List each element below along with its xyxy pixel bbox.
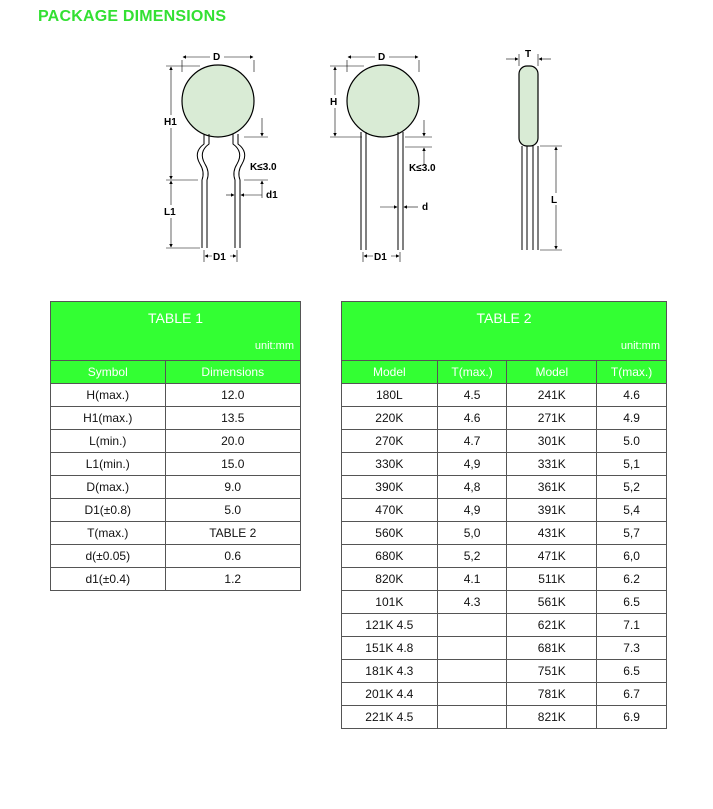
table1-header-dimensions: Dimensions [165, 361, 300, 384]
table-row [51, 499, 301, 522]
table1-cell: 12.0 [165, 384, 300, 407]
table1-cell: 15.0 [165, 453, 300, 476]
table2-cell: 301K [507, 430, 597, 453]
table2-cell: 781K [507, 683, 597, 706]
dim-label-d-2: D [378, 52, 386, 63]
table1-cell: TABLE 2 [165, 522, 300, 545]
table2-cell: 6.5 [597, 591, 667, 614]
table2-cell [437, 706, 507, 729]
table2-cell: 5,4 [597, 499, 667, 522]
table2 [341, 301, 667, 729]
table-row [342, 591, 667, 614]
table2-cell: 5,0 [437, 522, 507, 545]
table2-cell: 330K [342, 453, 438, 476]
drawing-straight-lead [329, 50, 436, 263]
table-row [342, 499, 667, 522]
dim-label-d1-lead: d1 [266, 190, 278, 201]
table1-cell: d(±0.05) [51, 545, 166, 568]
table2-cell: 5,1 [597, 453, 667, 476]
table-row [342, 637, 667, 660]
table-row [342, 706, 667, 729]
table2-cell: 561K [507, 591, 597, 614]
table2-cell: 241K [507, 384, 597, 407]
table1-cell: L(min.) [51, 430, 166, 453]
table2-cell: 181K 4.3 [342, 660, 438, 683]
table2-cell: 511K [507, 568, 597, 591]
table1-unit: unit:mm [254, 340, 294, 352]
table1-header-symbol: Symbol [51, 361, 166, 384]
table2-cell: 4.6 [597, 384, 667, 407]
table2-header-tmax: T(max.) [437, 361, 507, 384]
table2-cell: 6.7 [597, 683, 667, 706]
table2-cell: 431K [507, 522, 597, 545]
table2-body [342, 384, 667, 729]
table-row [342, 430, 667, 453]
table2-cell: 4.3 [437, 591, 507, 614]
table1-cell: L1(min.) [51, 453, 166, 476]
table1-cell: d1(±0.4) [51, 568, 166, 591]
dim-label-k-2: K≤3.0 [409, 163, 436, 174]
table2-cell: 101K [342, 591, 438, 614]
table1-title-cell [51, 302, 301, 361]
table-row [51, 522, 301, 545]
table-row [342, 453, 667, 476]
table2-cell: 820K [342, 568, 438, 591]
table-row [342, 407, 667, 430]
table2-cell: 271K [507, 407, 597, 430]
table-row [51, 407, 301, 430]
table2-cell: 681K [507, 637, 597, 660]
table2-header-tmax-2: T(max.) [597, 361, 667, 384]
table2-cell: 361K [507, 476, 597, 499]
table2-title-cell [342, 302, 667, 361]
table-row [342, 568, 667, 591]
table-row [342, 384, 667, 407]
table2-cell: 5,2 [437, 545, 507, 568]
table2-cell: 6.5 [597, 660, 667, 683]
table2-cell: 4.1 [437, 568, 507, 591]
table2-cell: 7.1 [597, 614, 667, 637]
table2-cell: 201K 4.4 [342, 683, 438, 706]
table2-cell [437, 660, 507, 683]
table2-cell: 121K 4.5 [342, 614, 438, 637]
table-row [342, 545, 667, 568]
table-row [51, 568, 301, 591]
table2-cell: 220K [342, 407, 438, 430]
table2-cell: 270K [342, 430, 438, 453]
table-row [51, 453, 301, 476]
table2-unit: unit:mm [620, 340, 660, 352]
dim-label-d1-spacing-2: D1 [374, 252, 387, 263]
drawing-kinked-lead [163, 50, 278, 263]
dim-label-d-lead: d [422, 202, 429, 213]
table1-cell: D(max.) [51, 476, 166, 499]
table2-cell: 4.7 [437, 430, 507, 453]
table1-cell: H1(max.) [51, 407, 166, 430]
table-row [342, 522, 667, 545]
table1-cell: 1.2 [165, 568, 300, 591]
table2-cell [437, 614, 507, 637]
table2-cell: 821K [507, 706, 597, 729]
table2-cell: 7.3 [597, 637, 667, 660]
dim-label-t: T [525, 49, 532, 60]
table2-cell: 390K [342, 476, 438, 499]
table2-cell: 4,9 [437, 499, 507, 522]
table2-title: TABLE 2 [476, 310, 532, 326]
table2-cell: 680K [342, 545, 438, 568]
table-row [51, 384, 301, 407]
table2-cell: 4.5 [437, 384, 507, 407]
table2-cell: 151K 4.8 [342, 637, 438, 660]
table2-cell: 4.9 [597, 407, 667, 430]
table2-cell: 5,2 [597, 476, 667, 499]
table2-cell: 391K [507, 499, 597, 522]
dim-label-h: H [330, 97, 338, 108]
drawing-side-view [506, 49, 562, 250]
table2-cell: 6,0 [597, 545, 667, 568]
dim-label-d1-spacing-1: D1 [213, 252, 226, 263]
table1-cell: T(max.) [51, 522, 166, 545]
dim-label-k-1: K≤3.0 [250, 162, 277, 173]
table2-cell: 4,9 [437, 453, 507, 476]
table2-cell: 751K [507, 660, 597, 683]
table-row [342, 660, 667, 683]
table1-cell: 20.0 [165, 430, 300, 453]
table2-cell: 331K [507, 453, 597, 476]
table2-cell: 6.9 [597, 706, 667, 729]
dim-label-d: D [213, 52, 221, 63]
table1-cell: 9.0 [165, 476, 300, 499]
table2-header-model-2: Model [507, 361, 597, 384]
page-title: PACKAGE DIMENSIONS [38, 8, 227, 25]
table1-cell: D1(±0.8) [51, 499, 166, 522]
table-row [51, 476, 301, 499]
table2-cell: 5.0 [597, 430, 667, 453]
dim-label-l: L [551, 195, 558, 206]
table2-cell: 471K [507, 545, 597, 568]
table2-cell: 470K [342, 499, 438, 522]
table2-cell [437, 683, 507, 706]
package-drawing [0, 40, 713, 270]
table1-cell: 13.5 [165, 407, 300, 430]
table1-title: TABLE 1 [148, 310, 203, 326]
table2-cell: 621K [507, 614, 597, 637]
dim-label-h1: H1 [164, 117, 177, 128]
table2-cell [437, 637, 507, 660]
table1-cell: 5.0 [165, 499, 300, 522]
table2-cell: 6.2 [597, 568, 667, 591]
table-row [51, 545, 301, 568]
table-row [342, 683, 667, 706]
table2-cell: 180L [342, 384, 438, 407]
table-row [342, 614, 667, 637]
table-row [51, 430, 301, 453]
table2-cell: 560K [342, 522, 438, 545]
table2-header-model: Model [342, 361, 438, 384]
table1-cell: 0.6 [165, 545, 300, 568]
table-row [342, 476, 667, 499]
table2-cell: 4.6 [437, 407, 507, 430]
table2-cell: 221K 4.5 [342, 706, 438, 729]
table2-cell: 5,7 [597, 522, 667, 545]
table1 [50, 301, 301, 591]
table2-cell: 4,8 [437, 476, 507, 499]
table1-cell: H(max.) [51, 384, 166, 407]
dim-label-l1: L1 [164, 207, 176, 218]
